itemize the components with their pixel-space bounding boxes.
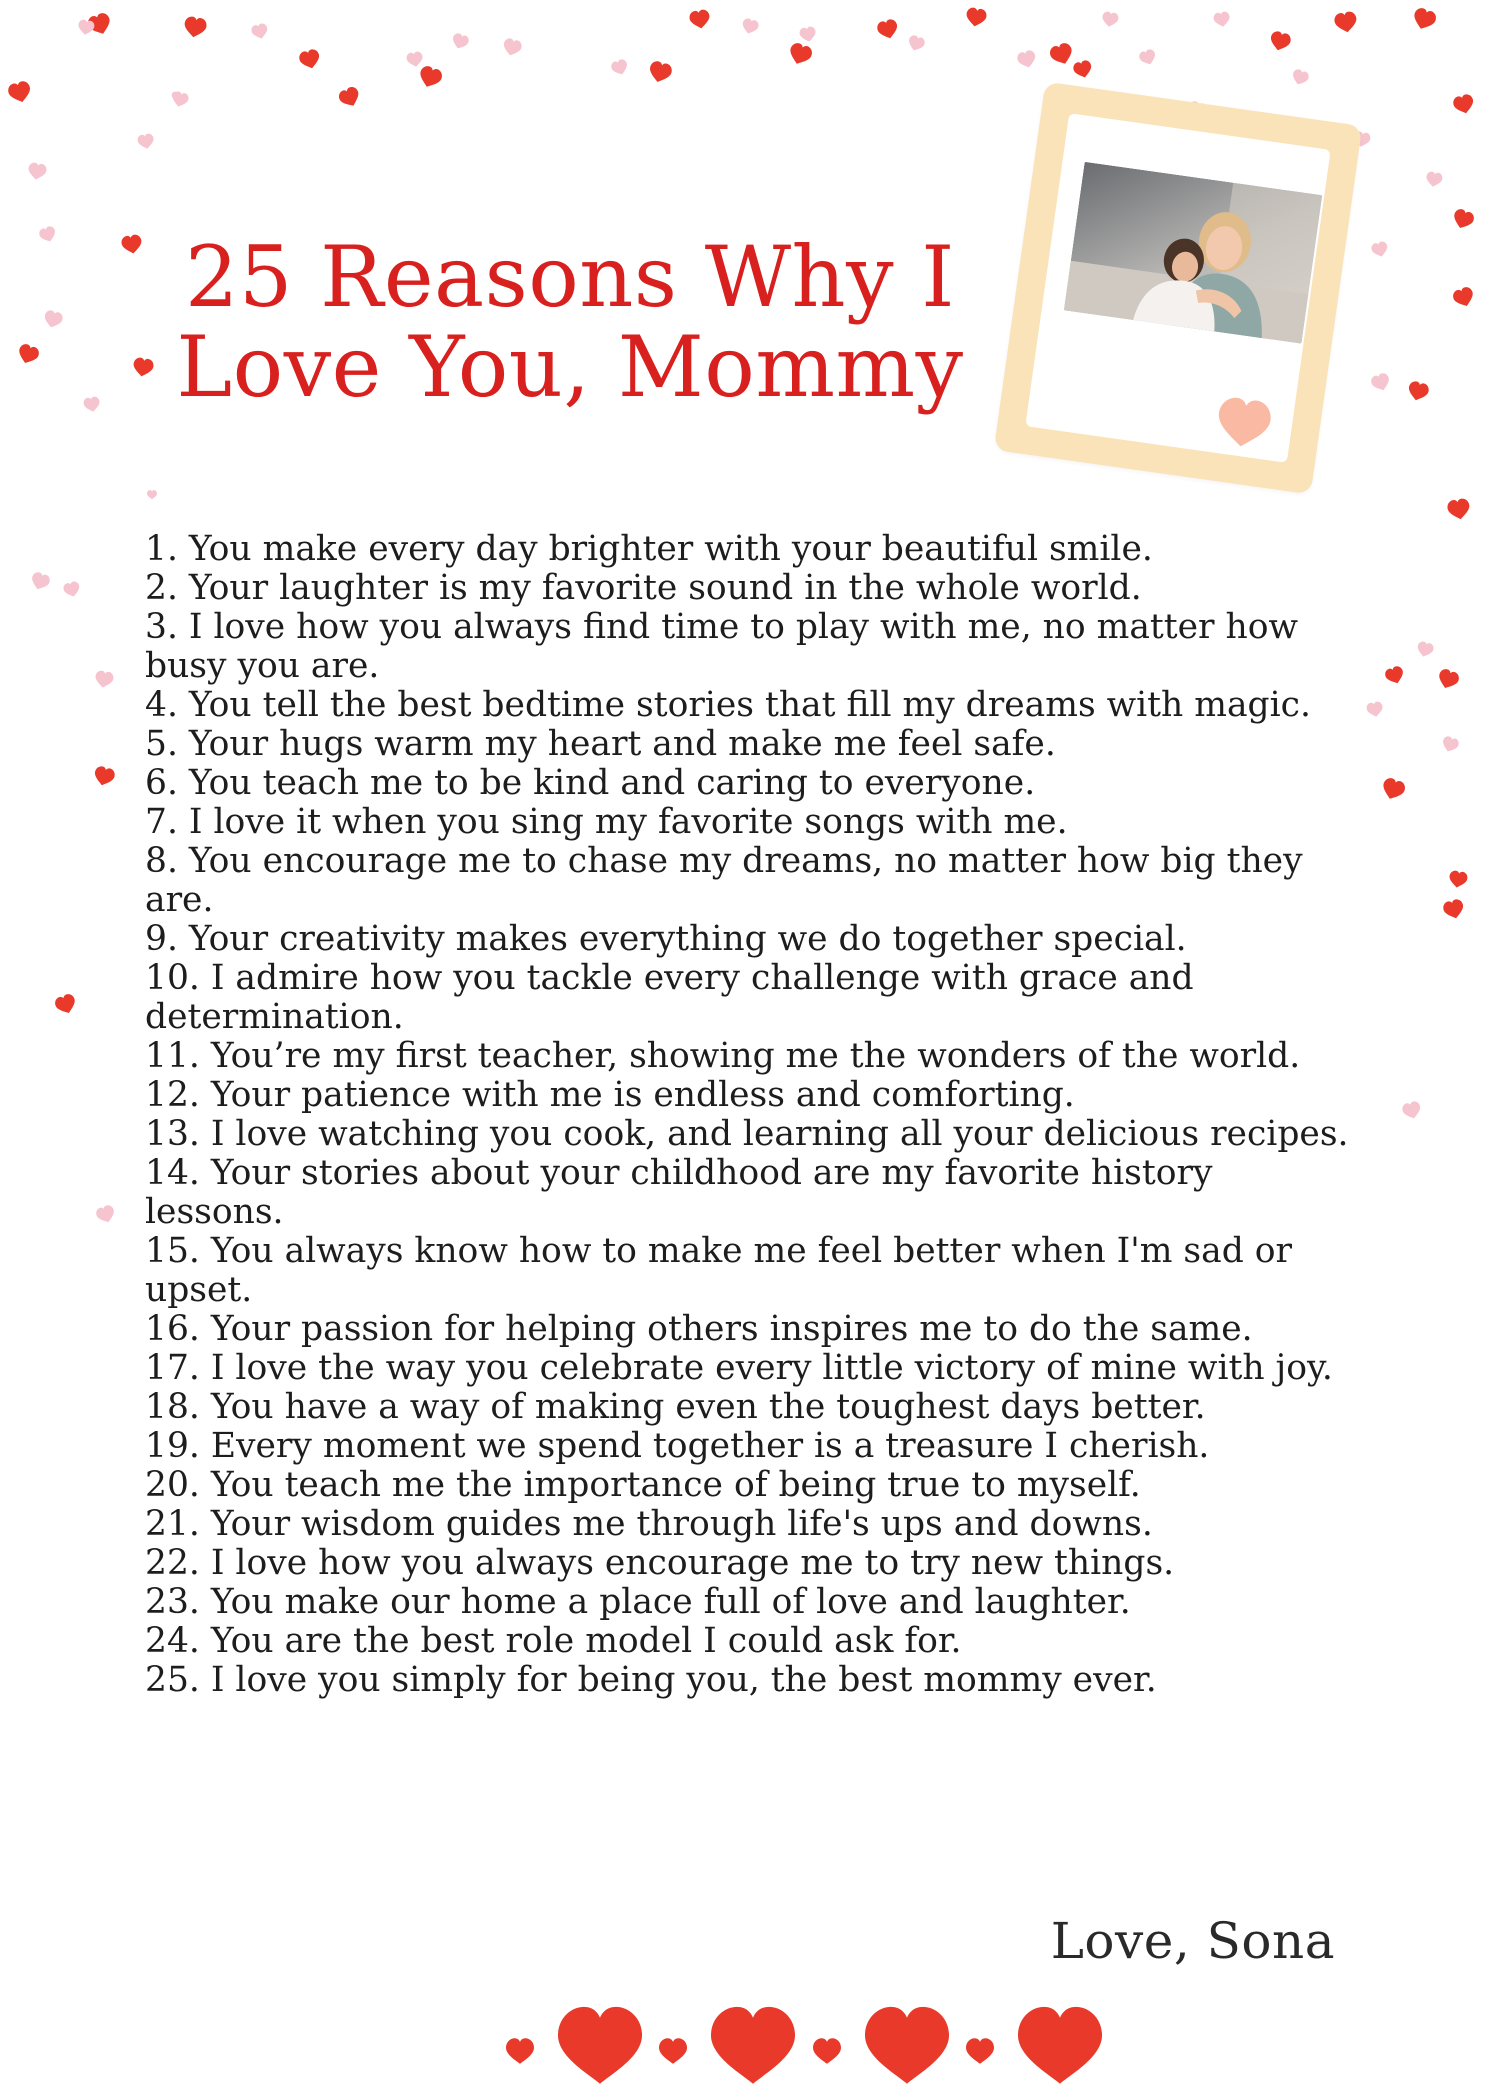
heart-icon (16, 342, 41, 366)
heart-icon (558, 2007, 642, 2084)
heart-icon (137, 133, 155, 150)
heart-icon (147, 490, 157, 499)
heart-icon (1425, 171, 1443, 188)
heart-icon (659, 2038, 687, 2064)
heart-icon (1384, 665, 1407, 687)
heart-icon (876, 18, 900, 41)
title-line-1: 25 Reasons Why I (185, 228, 955, 326)
heart-icon (1138, 48, 1158, 67)
polaroid-frame (994, 82, 1363, 495)
heart-icon (27, 162, 48, 181)
reason-item: 17. I love the way you celebrate every little victory of mine with joy. (145, 1348, 1333, 1388)
polaroid-card (1025, 113, 1330, 463)
heart-icon (610, 58, 630, 77)
reason-item: 1. You make every day brighter with your beautiful smile. (145, 529, 1153, 569)
heart-icon (95, 1204, 118, 1226)
reason-item: 4. You tell the best bedtime stories that fill my dreams with magic. (145, 685, 1311, 725)
mother-child-photo (1064, 162, 1323, 344)
reason-item: 25. I love you simply for being you, the best mommy ever. (145, 1660, 1157, 1700)
page-title (140, 228, 1000, 416)
reason-item: 8. You encourage me to chase my dreams, no matter how big they are. (145, 841, 1303, 920)
reason-item: 13. I love watching you cook, and learning all your delicious recipes. (145, 1114, 1349, 1154)
heart-icon (1442, 898, 1466, 921)
title-line-2: Love You, Mommy (176, 318, 964, 416)
heart-icon (416, 64, 444, 90)
reason-item: 19. Every moment we spend together is a treasure I cherish. (145, 1426, 1210, 1466)
heart-icon (7, 80, 33, 105)
heart-icon (1213, 11, 1231, 28)
heart-icon (906, 34, 926, 53)
heart-icon (29, 571, 52, 593)
heart-icon (1018, 2007, 1102, 2084)
heart-icon (337, 85, 363, 110)
heart-icon (1446, 497, 1471, 521)
heart-icon (1452, 93, 1476, 116)
heart-icon (83, 396, 101, 413)
heart-icon (1212, 395, 1275, 454)
reason-item: 12. Your patience with me is endless and comforting. (145, 1075, 1075, 1115)
heart-icon (450, 32, 470, 51)
reason-item: 23. You make our home a place full of love and laughter. (145, 1582, 1131, 1622)
heart-icon (42, 309, 64, 330)
heart-icon (1401, 1100, 1423, 1121)
heart-icon (1268, 30, 1292, 53)
heart-icon (647, 60, 673, 85)
heart-icon (506, 2038, 534, 2064)
heart-icon (1048, 41, 1076, 67)
reason-item: 18. You have a way of making even the toughest days better. (145, 1387, 1206, 1427)
heart-icon (53, 992, 78, 1016)
signature: Love, Sona (1050, 1912, 1335, 1970)
heart-icon (1410, 6, 1438, 32)
footer-hearts (490, 2000, 1120, 2100)
heart-icon (1072, 59, 1094, 80)
reason-item: 7. I love it when you sing my favorite songs with me. (145, 802, 1068, 842)
heart-icon (1370, 372, 1393, 394)
heart-icon (1436, 667, 1461, 691)
reason-item: 14. Your stories about your childhood are my favorite history lessons. (145, 1153, 1213, 1232)
heart-icon (298, 48, 322, 71)
heart-icon (1290, 68, 1310, 87)
reason-item: 15. You always know how to make me feel better when I'm sad or upset. (145, 1231, 1293, 1310)
heart-icon (1416, 640, 1435, 658)
heart-icon (965, 7, 988, 28)
heart-icon (799, 26, 817, 43)
reason-item: 24. You are the best role model I could ask for. (145, 1621, 962, 1661)
reason-item: 10. I admire how you tackle every challenge with grace and determination. (145, 958, 1194, 1037)
heart-icon (62, 580, 81, 598)
heart-icon (1406, 380, 1430, 403)
heart-icon (1451, 207, 1476, 231)
heart-icon (711, 2007, 795, 2084)
heart-icon (1016, 49, 1038, 70)
heart-icon (501, 37, 523, 58)
reason-item: 6. You teach me to be kind and caring to everyone. (145, 763, 1036, 803)
heart-icon (1440, 735, 1460, 754)
reason-item: 20. You teach me the importance of being true to myself. (145, 1465, 1141, 1505)
reason-item: 11. You’re my first teacher, showing me the wonders of the world. (145, 1036, 1301, 1076)
reason-item: 21. Your wisdom guides me through life's ups and downs. (145, 1504, 1153, 1544)
heart-icon (786, 41, 814, 67)
heart-icon (250, 22, 269, 40)
heart-icon (38, 225, 58, 244)
heart-icon (1101, 11, 1119, 28)
heart-icon (813, 2038, 841, 2064)
heart-icon (1448, 870, 1469, 889)
heart-icon (1370, 240, 1389, 258)
reason-item: 5. Your hugs warm my heart and make me feel safe. (145, 724, 1056, 764)
reasons-list (145, 530, 1360, 1700)
heart-icon (865, 2007, 949, 2084)
reason-item: 3. I love how you always find time to play with me, no matter how busy you are. (145, 607, 1299, 686)
heart-icon (1366, 701, 1384, 718)
heart-icon (94, 670, 115, 689)
reason-item: 22. I love how you always encourage me to try new things. (145, 1543, 1175, 1583)
heart-icon (688, 9, 711, 30)
heart-icon (1379, 776, 1407, 802)
reason-item: 16. Your passion for helping others inspires me to do the same. (145, 1309, 1253, 1349)
heart-icon (92, 765, 116, 788)
heart-icon (406, 51, 424, 68)
heart-icon (966, 2038, 994, 2064)
heart-icon (1451, 285, 1476, 309)
heart-icon (1333, 10, 1358, 34)
reason-item: 9. Your creativity makes everything we do together special. (145, 919, 1187, 959)
heart-icon (183, 15, 208, 39)
heart-icon (741, 17, 760, 35)
reason-item: 2. Your laughter is my favorite sound in the whole world. (145, 568, 1142, 608)
